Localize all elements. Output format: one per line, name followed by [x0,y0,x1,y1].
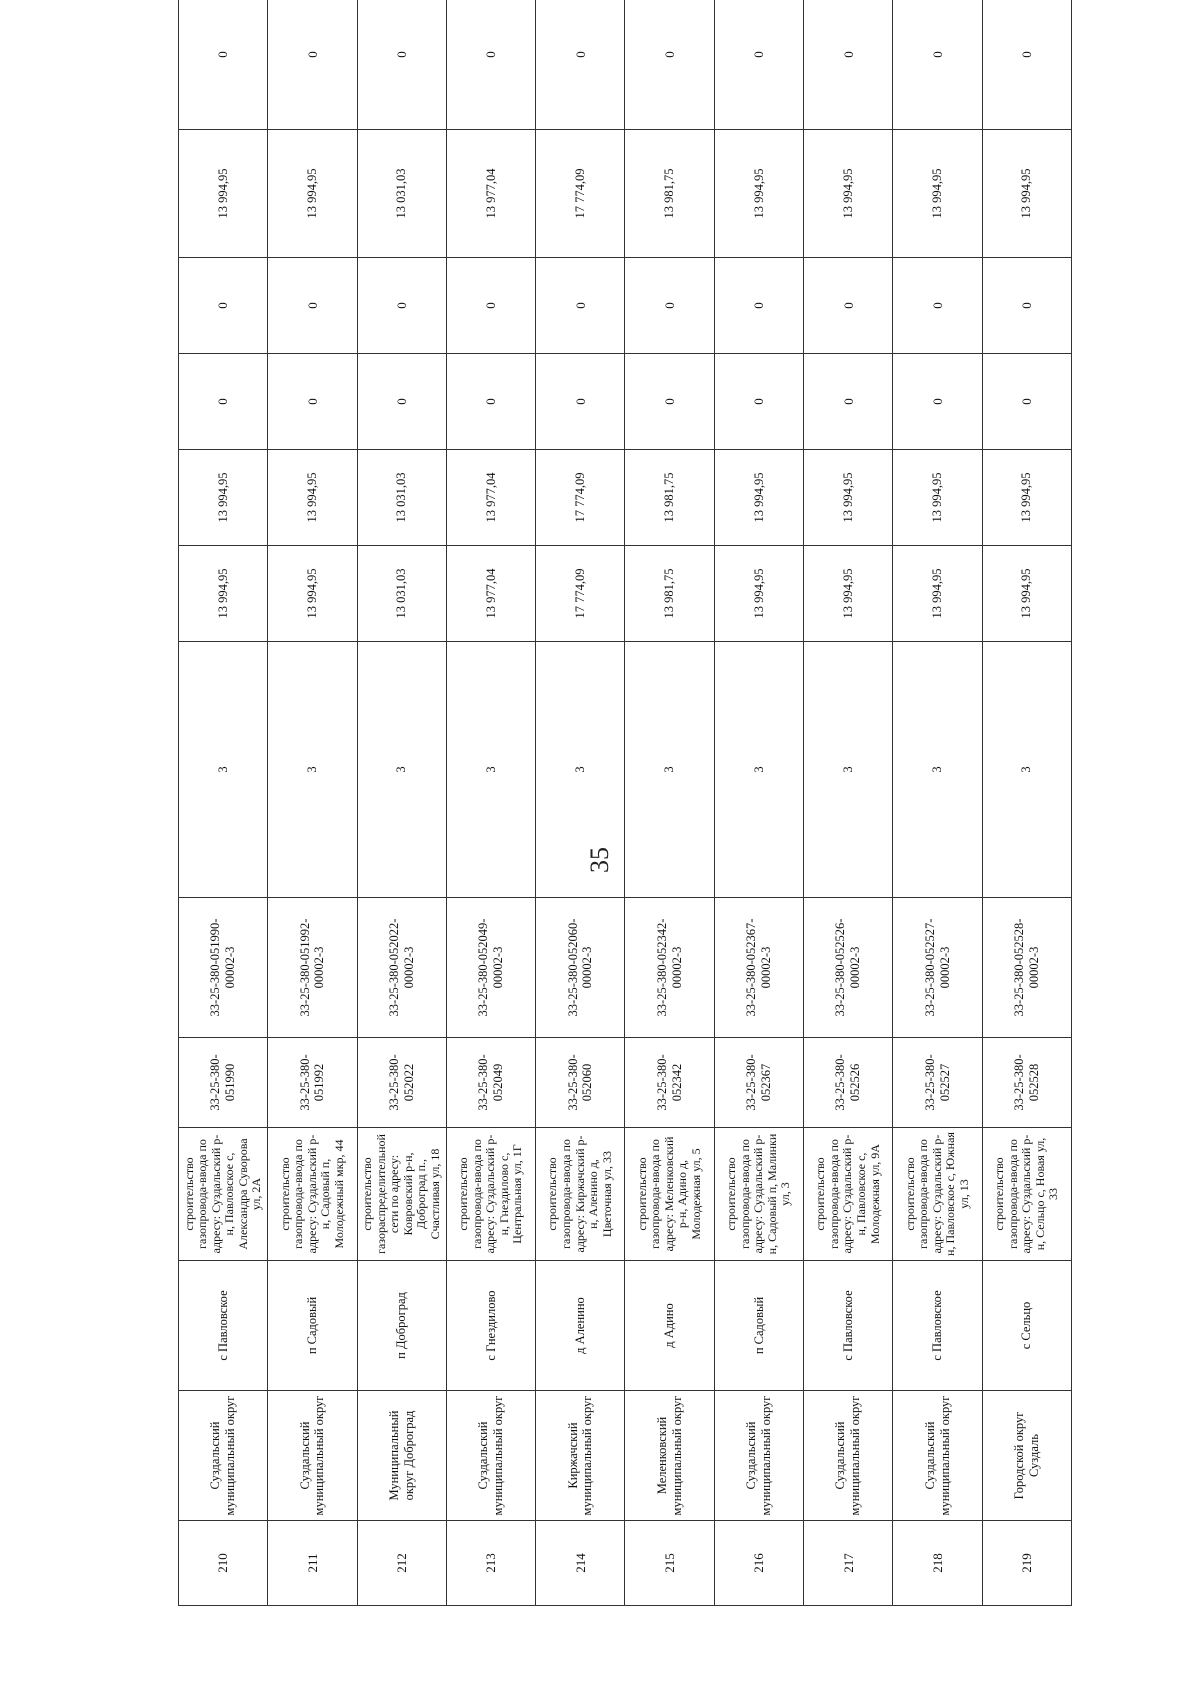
table-row [357,0,446,1606]
amount-cell-1: 13 994,95 [268,546,357,642]
locality-cell: д Адино [625,1261,714,1391]
cadastral-number-cell: 33-25-380-052049 [446,1038,535,1128]
object-code-cell: 33-25-380-052526-00002-3 [804,898,893,1038]
amount-cell-5: 13 994,95 [268,130,357,258]
amount-cell-4: 0 [714,258,803,354]
cadastral-number-cell: 33-25-380-052342 [625,1038,714,1128]
district-cell: Суздальский муниципальный округ [446,1391,535,1521]
district-cell: Суздальский муниципальный округ [179,1391,268,1521]
table-row [446,0,535,1606]
amount-cell-3: 0 [446,354,535,450]
work-description-cell: строительство газопровода-ввода по адресу: Суздальский р-н, Садовый п, Молодежный мкр, 44 [268,1128,357,1261]
cadastral-number-cell: 33-25-380-052367 [714,1038,803,1128]
row-number: 219 [982,1521,1071,1606]
register-table [178,0,1072,1606]
amount-cell-6: 0 [982,0,1071,130]
row-number: 213 [446,1521,535,1606]
cadastral-number-cell: 33-25-380-052528 [982,1038,1071,1128]
category-cell: 3 [625,642,714,898]
cadastral-number-cell: 33-25-380-052060 [536,1038,625,1128]
amount-cell-3: 0 [804,354,893,450]
row-number: 214 [536,1521,625,1606]
table-row [893,0,982,1606]
district-cell: Суздальский муниципальный округ [804,1391,893,1521]
object-code-cell: 33-25-380-052060-00002-3 [536,898,625,1038]
cadastral-number-cell: 33-25-380-052526 [804,1038,893,1128]
register-table-body [179,0,1072,1606]
amount-cell-1: 13 994,95 [982,546,1071,642]
category-cell: 3 [893,642,982,898]
work-description-cell: строительство газопровода-ввода по адресу: Суздальский р-н, Павловское с, Александра Суворова ул, 2А [179,1128,268,1261]
amount-cell-6: 0 [714,0,803,130]
amount-cell-4: 0 [446,258,535,354]
district-cell: Суздальский муниципальный округ [268,1391,357,1521]
amount-cell-3: 0 [536,354,625,450]
table-row [536,0,625,1606]
locality-cell: д Аленино [536,1261,625,1391]
district-cell: Киржачский муниципальный округ [536,1391,625,1521]
amount-cell-6: 0 [446,0,535,130]
row-number: 216 [714,1521,803,1606]
row-number: 217 [804,1521,893,1606]
cadastral-number-cell: 33-25-380-052527 [893,1038,982,1128]
table-row [804,0,893,1606]
district-cell: Муниципальный округ Доброград [357,1391,446,1521]
amount-cell-3: 0 [268,354,357,450]
amount-cell-5: 17 774,09 [536,130,625,258]
work-description-cell: строительство газораспределительной сети по адресу: Ковровский р-н, Доброград п., Счастливая ул, 18 [357,1128,446,1261]
page-number: 35 [585,847,614,873]
amount-cell-3: 0 [714,354,803,450]
amount-cell-1: 13 981,75 [625,546,714,642]
work-description-cell: строительство газопровода-ввода по адресу: Суздальский р-н, Сельцо с, Новая ул, 33 [982,1128,1071,1261]
table-row [982,0,1071,1606]
amount-cell-2: 13 994,95 [268,450,357,546]
locality-cell: с Гнездилово [446,1261,535,1391]
locality-cell: п Садовый [714,1261,803,1391]
locality-cell: с Павловское [804,1261,893,1391]
amount-cell-4: 0 [804,258,893,354]
amount-cell-2: 13 977,04 [446,450,535,546]
amount-cell-2: 13 981,75 [625,450,714,546]
locality-cell: с Сельцо [982,1261,1071,1391]
amount-cell-5: 13 994,95 [893,130,982,258]
work-description-cell: строительство газопровода-ввода по адресу: Киржачский р-н, Аленино д, Цветочная ул, 33 [536,1128,625,1261]
amount-cell-1: 13 994,95 [179,546,268,642]
amount-cell-1: 13 977,04 [446,546,535,642]
amount-cell-4: 0 [893,258,982,354]
locality-cell: с Павловское [893,1261,982,1391]
amount-cell-5: 13 994,95 [804,130,893,258]
amount-cell-6: 0 [893,0,982,130]
row-number: 210 [179,1521,268,1606]
amount-cell-3: 0 [625,354,714,450]
amount-cell-5: 13 994,95 [982,130,1071,258]
amount-cell-2: 13 994,95 [714,450,803,546]
district-cell: Суздальский муниципальный округ [893,1391,982,1521]
cadastral-number-cell: 33-25-380-051990 [179,1038,268,1128]
object-code-cell: 33-25-380-051992-00002-3 [268,898,357,1038]
cadastral-number-cell: 33-25-380-051992 [268,1038,357,1128]
amount-cell-2: 13 994,95 [893,450,982,546]
category-cell: 3 [446,642,535,898]
row-number: 212 [357,1521,446,1606]
table-row [179,0,268,1606]
amount-cell-4: 0 [982,258,1071,354]
amount-cell-4: 0 [536,258,625,354]
district-cell: Городской округ Суздаль [982,1391,1071,1521]
object-code-cell: 33-25-380-051990-00002-3 [179,898,268,1038]
amount-cell-6: 0 [179,0,268,130]
amount-cell-3: 0 [357,354,446,450]
amount-cell-6: 0 [536,0,625,130]
amount-cell-2: 13 031,03 [357,450,446,546]
amount-cell-5: 13 994,95 [179,130,268,258]
object-code-cell: 33-25-380-052342-00002-3 [625,898,714,1038]
amount-cell-5: 13 994,95 [714,130,803,258]
amount-cell-4: 0 [625,258,714,354]
district-cell: Меленковский муниципальный округ [625,1391,714,1521]
table-row [268,0,357,1606]
locality-cell: п Садовый [268,1261,357,1391]
register-table-container [178,51,1071,1606]
category-cell: 3 [536,642,625,898]
work-description-cell: строительство газопровода-ввода по адресу: Суздальский р-н, Павловское с, Молодежная ул, 9А [804,1128,893,1261]
category-cell: 3 [804,642,893,898]
category-cell: 3 [357,642,446,898]
row-number: 218 [893,1521,982,1606]
work-description-cell: строительство газопровода-ввода по адресу: Суздальский р-н, Садовый п, Малинки ул, 3 [714,1128,803,1261]
work-description-cell: строительство газопровода-ввода по адресу: Суздальский р-н, Гнездилово с, Центральная ул, 1Г [446,1128,535,1261]
locality-cell: п Доброград [357,1261,446,1391]
amount-cell-1: 13 031,03 [357,546,446,642]
amount-cell-3: 0 [893,354,982,450]
category-cell: 3 [268,642,357,898]
amount-cell-5: 13 031,03 [357,130,446,258]
amount-cell-3: 0 [982,354,1071,450]
category-cell: 3 [179,642,268,898]
row-number: 215 [625,1521,714,1606]
amount-cell-1: 17 774,09 [536,546,625,642]
amount-cell-1: 13 994,95 [714,546,803,642]
cadastral-number-cell: 33-25-380-052022 [357,1038,446,1128]
object-code-cell: 33-25-380-052527-00002-3 [893,898,982,1038]
table-row [625,0,714,1606]
amount-cell-2: 13 994,95 [982,450,1071,546]
register-table-rotated [178,51,1071,1606]
amount-cell-1: 13 994,95 [804,546,893,642]
object-code-cell: 33-25-380-052022-00002-3 [357,898,446,1038]
category-cell: 3 [982,642,1071,898]
amount-cell-6: 0 [357,0,446,130]
amount-cell-4: 0 [268,258,357,354]
row-number: 211 [268,1521,357,1606]
amount-cell-1: 13 994,95 [893,546,982,642]
table-row [714,0,803,1606]
amount-cell-5: 13 977,04 [446,130,535,258]
work-description-cell: строительство газопровода-ввода по адресу: Меленковский р-н, Адино д, Молодежная ул, 5 [625,1128,714,1261]
object-code-cell: 33-25-380-052049-00002-3 [446,898,535,1038]
object-code-cell: 33-25-380-052367-00002-3 [714,898,803,1038]
locality-cell: с Павловское [179,1261,268,1391]
district-cell: Суздальский муниципальный округ [714,1391,803,1521]
object-code-cell: 33-25-380-052528-00002-3 [982,898,1071,1038]
category-cell: 3 [714,642,803,898]
amount-cell-4: 0 [357,258,446,354]
amount-cell-2: 17 774,09 [536,450,625,546]
amount-cell-6: 0 [625,0,714,130]
amount-cell-4: 0 [179,258,268,354]
work-description-cell: строительство газопровода-ввода по адресу: Суздальский р-н, Павловское с, Южная ул, 13 [893,1128,982,1261]
amount-cell-5: 13 981,75 [625,130,714,258]
amount-cell-2: 13 994,95 [179,450,268,546]
amount-cell-2: 13 994,95 [804,450,893,546]
amount-cell-6: 0 [804,0,893,130]
amount-cell-6: 0 [268,0,357,130]
amount-cell-3: 0 [179,354,268,450]
